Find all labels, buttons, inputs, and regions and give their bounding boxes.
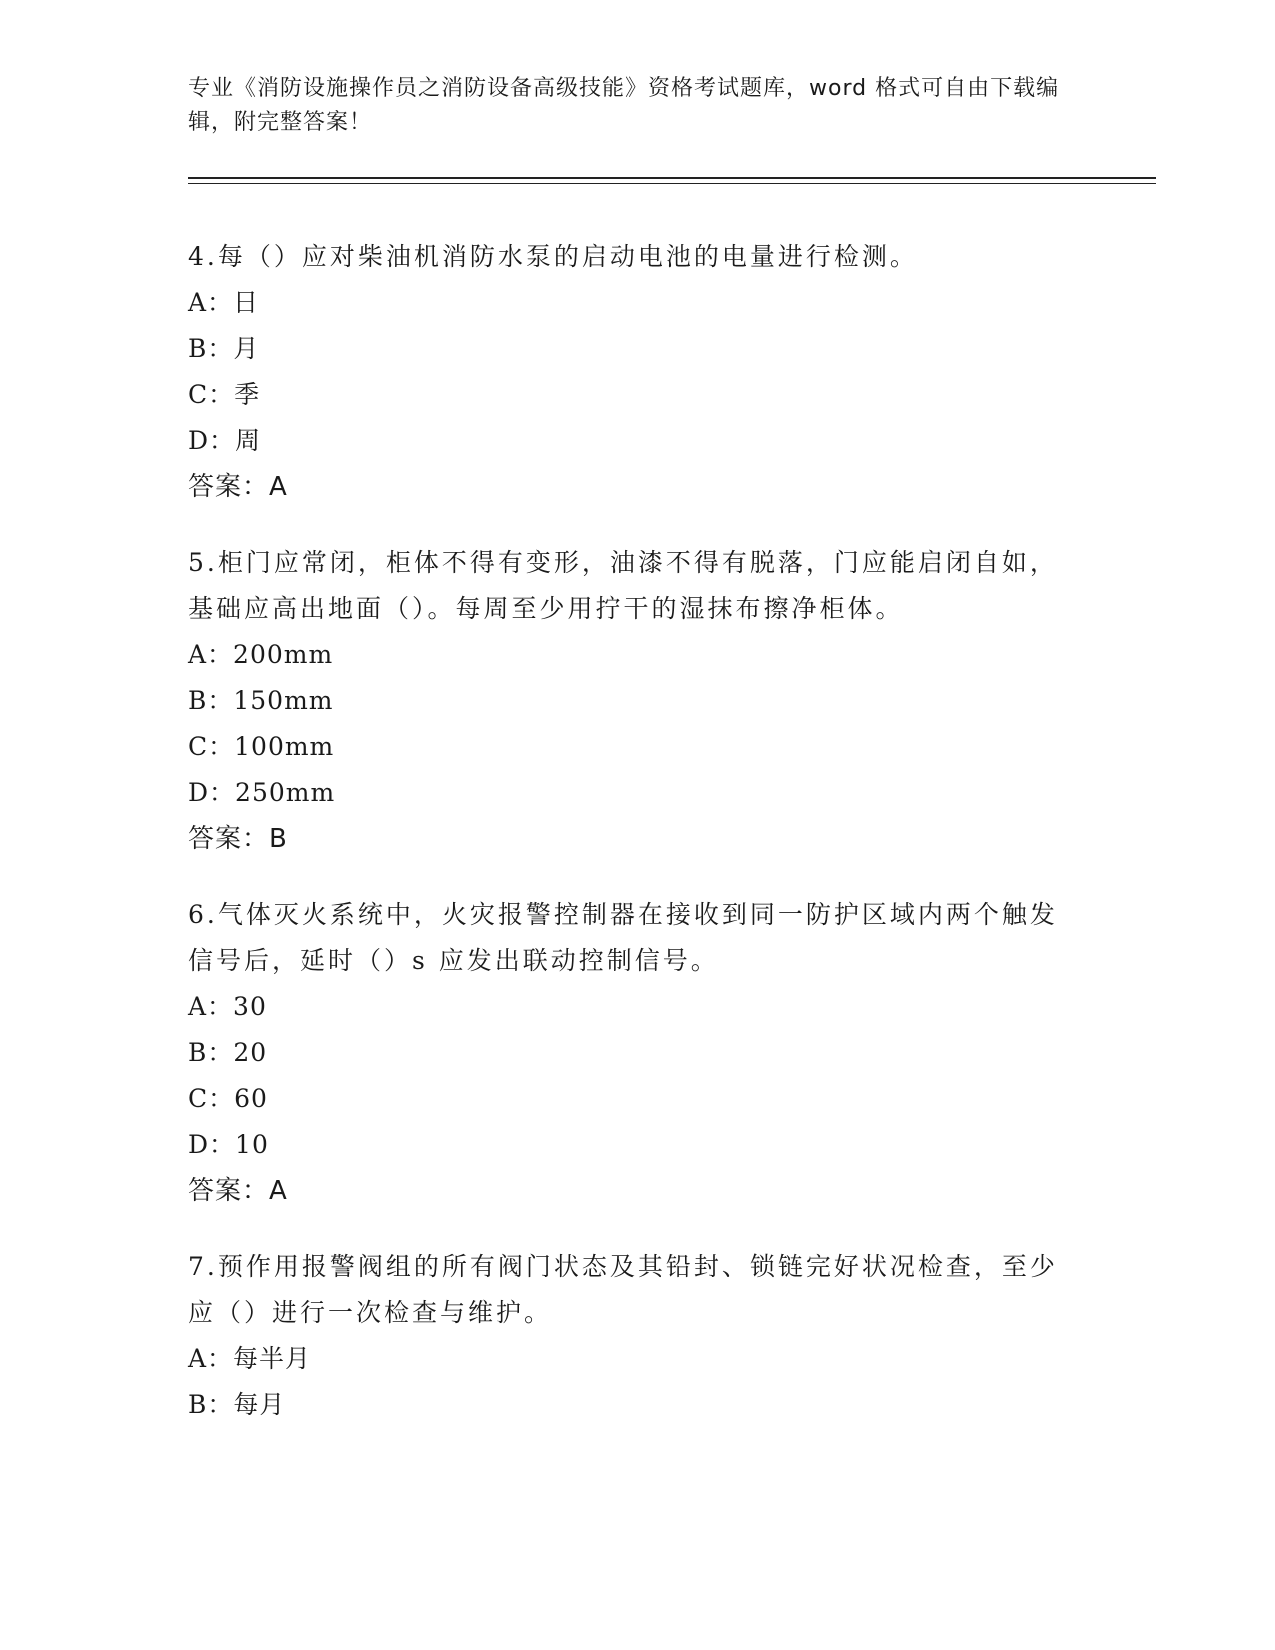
question-7 <box>188 1244 1068 1428</box>
header-rule-thick <box>188 177 1156 179</box>
header-rule-thin <box>188 183 1156 184</box>
option-b: B：20 <box>188 1038 268 1067</box>
option-d: D：周 <box>188 426 262 455</box>
answer-line: 答案：B <box>188 824 288 854</box>
option-b: B：月 <box>188 334 260 363</box>
question-text: 4.每（）应对柴油机消防水泵的启动电池的电量进行检测。 <box>188 242 918 271</box>
question-5 <box>188 540 1068 862</box>
option-c: C：季 <box>188 380 261 409</box>
option-d: D：250mm <box>188 778 336 807</box>
option-a: A：200mm <box>188 640 334 669</box>
document-header: 专业《消防设施操作员之消防设备高级技能》资格考试题库，word 格式可自由下载编辑，附完整答案！ <box>188 76 1060 135</box>
question-6 <box>188 892 1068 1214</box>
option-a: A：日 <box>188 288 260 317</box>
answer-line: 答案：A <box>188 472 288 502</box>
option-a: A：每半月 <box>188 1344 312 1373</box>
option-a: A：30 <box>188 992 267 1021</box>
question-text: 5.柜门应常闭，柜体不得有变形，油漆不得有脱落，门应能启闭自如，基础应高出地面（）。每周至少用拧干的湿抹布擦净柜体。 <box>188 548 1058 623</box>
option-c: C：60 <box>188 1084 268 1113</box>
option-d: D：10 <box>188 1130 269 1159</box>
option-b: B：每月 <box>188 1390 286 1419</box>
question-text: 6.气体灭火系统中，火灾报警控制器在接收到同一防护区域内两个触发信号后，延时（）s 应发出联动控制信号。 <box>188 900 1058 975</box>
question-list <box>188 234 1068 1458</box>
option-c: C：100mm <box>188 732 335 761</box>
option-b: B：150mm <box>188 686 334 715</box>
question-text: 7.预作用报警阀组的所有阀门状态及其铅封、锁链完好状况检查，至少应（）进行一次检查与维护。 <box>188 1252 1058 1327</box>
question-4 <box>188 234 1068 510</box>
answer-line: 答案：A <box>188 1176 288 1206</box>
